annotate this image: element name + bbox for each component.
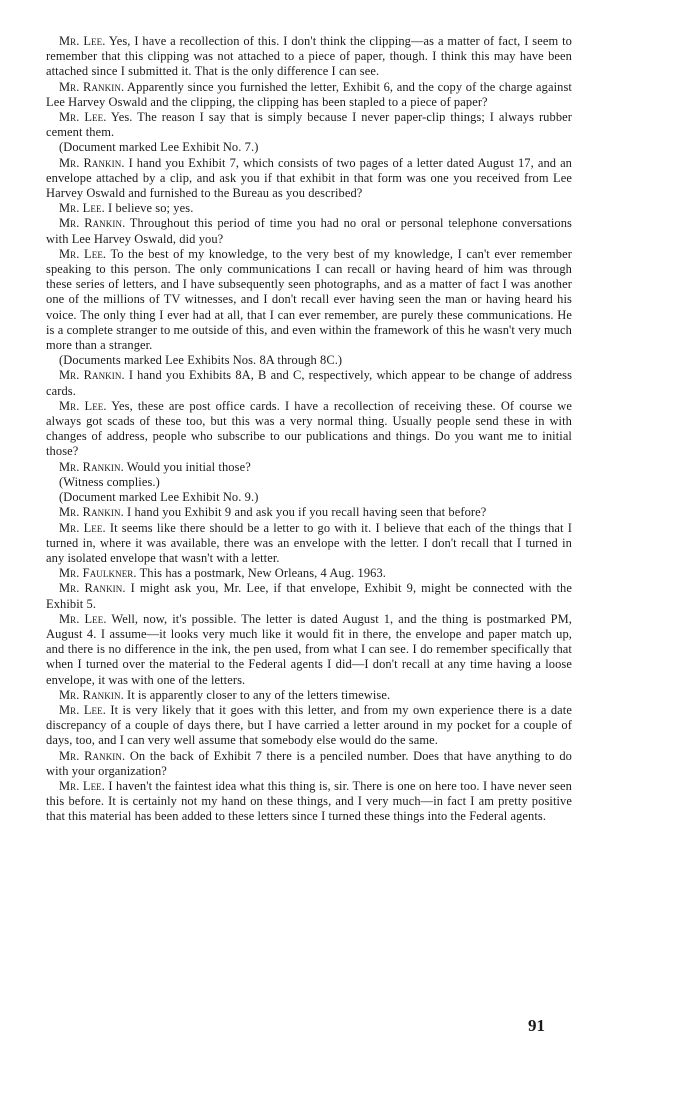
speaker-label: Mr. Lee. (59, 778, 105, 793)
paragraph-text: Apparently since you furnished the letter, Exhibit 6, and the copy of the charge against Lee Harvey Oswald and the clipping, the clipping has been stapled to a piece of paper? (46, 79, 572, 109)
speaker-label: Mr. Rankin. (59, 155, 125, 170)
paragraph-text: To the best of my knowledge, to the very best of my knowledge, I can't ever remember speaking to this person. The only communications I can recall or having heard of him was through these series of letters, and I have subsequently seen photographs, and as a matter of fact I was another one of the millions of TV witnesses, and I don't recall ever having seen the man or having heard his voice. The only thing I ever had at all, that I can ever remember, are purely these communications. He is a complete stranger to me outside of this, and even within the framework of this he wasn't very much more than a stranger. (46, 246, 572, 353)
speaker-label: Mr. Rankin. (59, 368, 125, 383)
note-text: (Document marked Lee Exhibit No. 9.) (59, 490, 259, 505)
paragraph-text: I believe so; yes. (108, 201, 194, 216)
paragraph (46, 399, 572, 460)
note-text: (Witness complies.) (59, 474, 160, 489)
paragraph-text: This has a postmark, New Orleans, 4 Aug. 1963. (139, 566, 387, 581)
paragraph (46, 80, 572, 110)
paragraph (46, 612, 572, 688)
exhibit-note (46, 353, 572, 368)
speaker-label: Mr. Rankin. (59, 505, 124, 520)
paragraph (46, 216, 572, 246)
paragraph (46, 156, 572, 202)
speaker-label: Mr. Lee. (59, 398, 107, 413)
speaker-label: Mr. Lee. (59, 201, 105, 216)
testimony-text (46, 34, 572, 825)
speaker-label: Mr. Faulkner. (59, 566, 137, 581)
paragraph-text: Throughout this period of time you had no oral or personal telephone conversations with Lee Harvey Oswald, did you? (46, 216, 572, 246)
speaker-label: Mr. Lee. (59, 246, 107, 261)
paragraph (46, 460, 572, 475)
paragraph (46, 505, 572, 520)
paragraph (46, 779, 572, 825)
paragraph (46, 521, 572, 567)
paragraph-text: I haven't the faintest idea what this thing is, sir. There is one on here too. I have never seen this before. It is certainly not my hand on these things, and I very much—in fact I am pretty positive that this material has been added to these letters since I turned these things into the Federal agents. (46, 778, 572, 824)
paragraph (46, 703, 572, 749)
paragraph-text: It is very likely that it goes with this letter, and from my own experience there is a date discrepancy of a couple of days there, but I have carried a letter around in my pocket for a couple of days, too, and I can very well assume that somebody else would do the same. (46, 702, 572, 748)
paragraph (46, 566, 572, 581)
paragraph (46, 34, 572, 80)
speaker-label: Mr. Rankin. (59, 79, 125, 94)
paragraph (46, 368, 572, 398)
paragraph-text: I hand you Exhibit 9 and ask you if you recall having seen that before? (127, 505, 487, 520)
speaker-label: Mr. Rankin. (59, 459, 124, 474)
note-text: (Document marked Lee Exhibit No. 7.) (59, 140, 259, 155)
paragraph (46, 201, 572, 216)
paragraph-text: Yes, I have a recollection of this. I don't think the clipping—as a matter of fact, I seem to remember that this clipping was not attached to a piece of paper, though. I think this may have been attached since I submitted it. That is the only difference I can see. (46, 34, 572, 79)
exhibit-note (46, 140, 572, 155)
page-number: 91 (528, 1016, 545, 1035)
paragraph-text: I hand you Exhibit 7, which consists of two pages of a letter dated August 17, and an envelope attached by a clip, and ask you if that exhibit in that form was one you received from Lee Harvey Oswald and furnished to the Bureau as you described? (46, 155, 573, 201)
paragraph-text: On the back of Exhibit 7 there is a penciled number. Does that have anything to do with your organization? (46, 748, 572, 778)
paragraph-text: Well, now, it's possible. The letter is dated August 1, and the thing is postmarked PM, August 4. I assume—it looks very much like it would fit in there, the envelope and paper match up, and there is no difference in the ink, the pen used, from what I can see. I do remember specifically that when I turned over the material to the Federal agents I did—I don't recall at any time having a loose envelope, it was with one of the letters. (46, 611, 572, 687)
paragraph (46, 247, 572, 353)
speaker-label: Mr. Lee. (59, 520, 106, 535)
exhibit-note (46, 475, 572, 490)
paragraph-text: I hand you Exhibits 8A, B and C, respectively, which appear to be change of address cards. (46, 368, 573, 398)
speaker-label: Mr. Lee. (59, 110, 107, 125)
speaker-label: Mr. Lee. (59, 611, 107, 626)
paragraph-text: It seems like there should be a letter to go with it. I believe that each of the things that I turned in, where it was available, there was an envelope with the letter. I don't recall that I turned in any isolated envelope that wasn't with a letter. (46, 520, 572, 565)
speaker-label: Mr. Rankin. (59, 687, 124, 702)
speaker-label: Mr. Lee. (59, 34, 106, 48)
speaker-label: Mr. Rankin. (59, 216, 126, 231)
paragraph (46, 110, 572, 140)
paragraph (46, 688, 572, 703)
speaker-label: Mr. Rankin. (59, 581, 126, 596)
speaker-label: Mr. Rankin. (59, 748, 126, 763)
paragraph-text: Yes, these are post office cards. I have a recollection of receiving these. Of course we always got scads of these too, but this was a very normal thing. Usually people send these in with changes of address, people who subscribe to our publications and things. Do you want me to initial those? (46, 398, 572, 459)
speaker-label: Mr. Lee. (59, 702, 106, 717)
note-text: (Documents marked Lee Exhibits Nos. 8A through 8C.) (59, 353, 343, 368)
paragraph-text: Would you initial those? (126, 459, 251, 474)
paragraph (46, 581, 572, 611)
paragraph-text: Yes. The reason I say that is simply because I never paper-clip things; I always rubber cement them. (46, 110, 572, 140)
exhibit-note (46, 490, 572, 505)
paragraph-text: I might ask you, Mr. Lee, if that envelope, Exhibit 9, might be connected with the Exhibit 5. (46, 581, 573, 611)
paragraph-text: It is apparently closer to any of the letters timewise. (127, 687, 391, 702)
paragraph (46, 749, 572, 779)
